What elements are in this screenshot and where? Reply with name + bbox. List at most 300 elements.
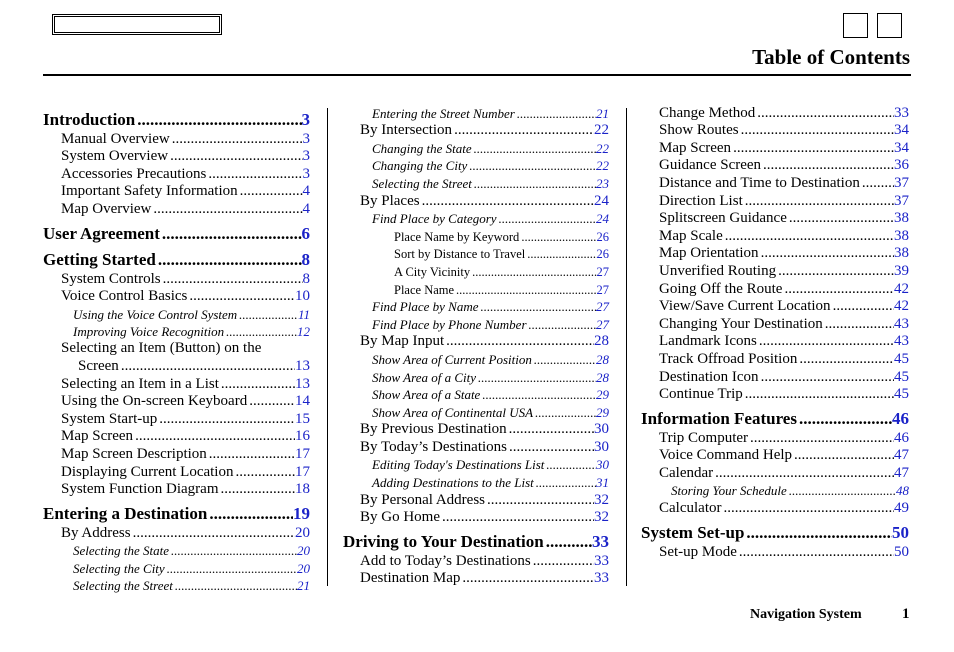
dot-leader	[153, 201, 302, 218]
dot-leader	[799, 351, 894, 368]
toc-entry-title: Continue Trip	[659, 386, 743, 403]
toc-page-link[interactable]: 24	[596, 211, 609, 227]
back-to-index-button[interactable]	[52, 14, 222, 35]
toc-entry-title: Guidance Screen	[659, 157, 762, 174]
toc-entry[interactable]	[343, 491, 609, 509]
toc-page-link[interactable]: 46	[894, 429, 909, 446]
header-divider	[43, 74, 911, 76]
dot-leader	[474, 141, 596, 157]
toc-page-link[interactable]: 42	[894, 298, 909, 315]
toc-page-link[interactable]: 12	[297, 324, 310, 340]
toc-entry-title: Manual Overview	[61, 130, 170, 147]
toc-page-link[interactable]: 13	[295, 375, 310, 392]
toc-page-link[interactable]: 17	[295, 463, 310, 480]
dot-leader	[750, 430, 894, 447]
toc-page-link[interactable]: 48	[896, 483, 909, 499]
toc-entry-title: By Address	[61, 524, 131, 541]
dot-leader	[535, 405, 596, 421]
toc-page-link[interactable]: 18	[295, 481, 310, 498]
toc-entry[interactable]	[641, 157, 909, 175]
dot-leader	[482, 387, 596, 403]
toc-entry-title: Add to Today’s Destinations	[360, 552, 531, 569]
toc-page-link[interactable]: 20	[297, 543, 310, 559]
dot-leader	[189, 288, 295, 305]
toc-entry-title: Find Place by Category	[372, 211, 497, 227]
toc-page-link[interactable]: 50	[892, 523, 909, 543]
toc-entry-title: Unverified Routing	[659, 262, 777, 279]
toc-page-link[interactable]: 17	[295, 445, 310, 462]
dot-leader	[162, 224, 302, 244]
toc-entry[interactable]	[343, 280, 609, 298]
dot-leader	[789, 210, 894, 227]
toc-column-3	[641, 104, 909, 561]
toc-entry-title: Important Safety Information	[61, 183, 238, 200]
dot-leader	[529, 317, 596, 333]
toc-entry[interactable]	[43, 542, 310, 560]
toc-page-link[interactable]: 16	[295, 428, 310, 445]
toc-entry-title: Calendar	[659, 464, 714, 481]
dot-leader	[723, 500, 894, 517]
dot-leader	[825, 316, 894, 333]
toc-entry[interactable]	[43, 428, 310, 446]
toc-page-link[interactable]: 27	[596, 282, 609, 297]
toc-entry[interactable]	[343, 139, 609, 157]
dot-leader	[715, 465, 894, 482]
toc-entry-title: By Go Home	[360, 509, 440, 526]
toc-page-link[interactable]: 42	[894, 280, 909, 297]
toc-section-heading[interactable]	[641, 407, 909, 429]
toc-entry-title: Trip Computer	[659, 429, 749, 446]
toc-page-link[interactable]: 22	[596, 158, 609, 174]
toc-page-link[interactable]: 4	[302, 200, 310, 217]
toc-entry[interactable]	[641, 482, 909, 500]
dot-leader	[509, 439, 594, 456]
toc-entry-title: Driving to Your Destination	[343, 532, 544, 552]
toc-entry[interactable]	[43, 577, 310, 595]
toc-entry[interactable]	[43, 165, 310, 183]
toc-page-link[interactable]: 27	[596, 299, 609, 315]
toc-page-link[interactable]: 27	[596, 264, 609, 279]
toc-entry-title: Direction List	[659, 192, 743, 209]
toc-entry[interactable]	[343, 552, 609, 570]
toc-page-link[interactable]: 3	[302, 130, 310, 147]
toc-page-link[interactable]: 27	[596, 316, 609, 332]
toc-page-link[interactable]: 38	[894, 227, 909, 244]
toc-entry[interactable]	[343, 157, 609, 175]
toc-section-heading[interactable]	[43, 502, 310, 524]
toc-page-link[interactable]: 29	[596, 387, 609, 403]
toc-entry-title: Voice Command Help	[659, 447, 793, 464]
dot-leader	[534, 352, 596, 368]
dot-leader	[799, 409, 892, 429]
toc-entry[interactable]	[641, 174, 909, 192]
toc-entry-title: Improving Voice Recognition	[73, 324, 225, 340]
dot-leader	[517, 106, 596, 122]
dot-leader	[794, 447, 894, 464]
toc-page-link[interactable]: 31	[596, 475, 609, 491]
toc-page-link[interactable]: 26	[596, 229, 609, 244]
toc-entry-title: Map Scale	[659, 227, 723, 244]
toc-page-link[interactable]: 34	[894, 139, 909, 156]
toc-page-link[interactable]: 3	[302, 148, 310, 165]
toc-entry[interactable]	[43, 445, 310, 463]
toc-page-link[interactable]: 23	[596, 175, 609, 191]
toc-entry-title: Using the On-screen Keyboard	[61, 393, 248, 410]
toc-entry[interactable]	[641, 386, 909, 404]
toc-entry-title: Destination Map	[360, 570, 461, 587]
toc-entry-title: Find Place by Name	[372, 299, 479, 315]
toc-entry[interactable]	[343, 350, 609, 368]
toc-entry[interactable]	[641, 429, 909, 447]
toc-page-link[interactable]: 28	[596, 369, 609, 385]
toc-page-link[interactable]: 38	[894, 210, 909, 227]
toc-page-link[interactable]: 8	[301, 249, 310, 269]
toc-entry-title: Adding Destinations to the List	[372, 475, 534, 491]
toc-entry-title: Voice Control Basics	[61, 288, 188, 305]
toc-entry[interactable]	[43, 410, 310, 428]
toc-entry[interactable]	[641, 464, 909, 482]
toc-page-link[interactable]: 21	[297, 578, 310, 594]
toc-page-link[interactable]: 22	[596, 140, 609, 156]
toc-entry-title: View/Save Current Location	[659, 298, 831, 315]
toc-entry[interactable]	[641, 499, 909, 517]
toc-entry[interactable]	[343, 298, 609, 316]
toc-page-link[interactable]: 33	[594, 552, 609, 569]
toc-entry[interactable]	[343, 245, 609, 263]
dot-leader	[235, 464, 295, 481]
dot-leader	[167, 561, 297, 577]
toc-entry[interactable]	[641, 192, 909, 210]
toc-entry-title: Show Area of a City	[372, 369, 476, 385]
dot-leader	[478, 370, 596, 386]
toc-entry[interactable]	[43, 375, 310, 393]
toc-entry[interactable]	[43, 288, 310, 306]
toc-page-link[interactable]: 6	[301, 223, 310, 243]
dot-leader	[733, 140, 894, 157]
toc-page-link[interactable]: 30	[594, 421, 609, 438]
toc-entry[interactable]	[43, 524, 310, 542]
toc-entry[interactable]	[343, 509, 609, 527]
toc-entry-title: Show Area of a State	[372, 387, 481, 403]
toc-page-link[interactable]: 43	[894, 315, 909, 332]
dot-leader	[163, 271, 303, 288]
toc-entry-title: By Places	[360, 192, 420, 209]
toc-entry[interactable]	[43, 130, 310, 148]
toc-entry-title: Map Screen Description	[61, 445, 207, 462]
toc-page-link[interactable]: 45	[894, 350, 909, 367]
dot-leader	[759, 333, 894, 350]
dot-leader	[249, 393, 295, 410]
dot-leader	[208, 166, 302, 183]
toc-page-link[interactable]: 37	[894, 174, 909, 191]
toc-page-link[interactable]: 26	[596, 247, 609, 262]
dot-leader	[509, 421, 594, 438]
toc-entry-title: Information Features	[641, 409, 797, 429]
toc-entry[interactable]	[641, 227, 909, 245]
toc-entry[interactable]	[343, 262, 609, 280]
toc-page-link[interactable]: 32	[594, 509, 609, 526]
toc-entry[interactable]	[343, 438, 609, 456]
toc-entry[interactable]	[43, 148, 310, 166]
toc-section-heading[interactable]	[641, 521, 909, 543]
toc-entry-title: Selecting the State	[73, 543, 170, 559]
dot-leader	[456, 283, 596, 298]
dot-leader	[209, 504, 293, 524]
dot-leader	[469, 158, 596, 174]
dot-leader	[133, 525, 295, 542]
toc-entry-title: Place Name by Keyword	[394, 229, 520, 244]
dot-leader	[462, 570, 594, 587]
toc-page-link[interactable]: 49	[894, 500, 909, 517]
page-number: 1	[902, 606, 910, 622]
toc-page-link[interactable]: 14	[295, 393, 310, 410]
toc-page-link[interactable]: 15	[295, 410, 310, 427]
toc-entry[interactable]	[43, 393, 310, 411]
dot-leader	[481, 299, 597, 315]
dot-leader	[135, 428, 295, 445]
toc-entry[interactable]	[43, 200, 310, 218]
toc-entry[interactable]	[641, 315, 909, 333]
toc-entry-title: Map Overview	[61, 200, 152, 217]
toc-page-link[interactable]: 45	[894, 368, 909, 385]
toc-entry[interactable]	[343, 192, 609, 210]
toc-page-link[interactable]: 21	[596, 105, 609, 121]
toc-page-link[interactable]: 50	[894, 543, 909, 560]
dot-leader	[474, 176, 596, 192]
toc-page-link[interactable]: 38	[894, 245, 909, 262]
toc-entry-title: Entering a Destination	[43, 504, 208, 524]
toc-entry-title: Storing Your Schedule	[671, 483, 787, 499]
toc-entry[interactable]	[343, 421, 609, 439]
toc-entry[interactable]	[641, 104, 909, 122]
dot-leader	[521, 230, 596, 245]
toc-entry-title: Selecting the Street	[73, 578, 173, 594]
toc-entry-title: Place Name	[394, 282, 455, 297]
toc-entry-title: Splitscreen Guidance	[659, 210, 787, 227]
toc-entry[interactable]	[343, 456, 609, 474]
toc-entry-title: Set-up Mode	[659, 543, 737, 560]
toc-page-link[interactable]: 11	[297, 306, 310, 322]
toc-entry-title: Distance and Time to Destination	[659, 174, 860, 191]
toc-page-link[interactable]: 47	[894, 447, 909, 464]
toc-entry-title: Changing the State	[372, 140, 472, 156]
toc-entry[interactable]	[641, 447, 909, 465]
toc-entry-title: Selecting the City	[73, 560, 165, 576]
toc-entry-title: Show Routes	[659, 122, 739, 139]
dot-leader	[546, 532, 592, 552]
nav-box-right-icon[interactable]	[877, 13, 902, 38]
toc-entry-title: Using the Voice Control System	[73, 306, 238, 322]
toc-entry[interactable]	[343, 104, 609, 122]
toc-entry-title: System Function Diagram	[61, 481, 219, 498]
toc-section-heading[interactable]	[43, 108, 310, 130]
toc-entry-title: By Map Input	[360, 333, 445, 350]
toc-entry[interactable]	[641, 368, 909, 386]
toc-entry-title: Entering the Street Number	[372, 105, 515, 121]
toc-entry[interactable]	[43, 270, 310, 288]
dot-leader	[527, 247, 596, 262]
toc-page-link[interactable]: 8	[302, 270, 310, 287]
toc-entry[interactable]	[343, 315, 609, 333]
dot-leader	[240, 183, 303, 200]
dot-leader	[422, 193, 594, 210]
toc-entry-title: Accessories Precautions	[61, 165, 207, 182]
toc-entry[interactable]	[343, 570, 609, 588]
dot-leader	[533, 553, 594, 570]
dot-leader	[741, 122, 894, 139]
toc-entry[interactable]	[43, 559, 310, 577]
toc-entry[interactable]	[641, 280, 909, 298]
dot-leader	[499, 211, 596, 227]
dot-leader	[784, 281, 894, 298]
toc-page-link[interactable]: 10	[295, 288, 310, 305]
toc-page-link[interactable]: 39	[894, 262, 909, 279]
toc-section-heading[interactable]	[43, 248, 310, 270]
toc-entry[interactable]	[43, 323, 310, 341]
toc-entry[interactable]	[343, 210, 609, 228]
toc-section-heading[interactable]	[43, 222, 310, 244]
toc-entry[interactable]	[43, 357, 310, 375]
toc-page-link[interactable]: 20	[295, 524, 310, 541]
toc-entry[interactable]	[343, 227, 609, 245]
toc-entry[interactable]	[641, 543, 909, 561]
toc-entry-title: Show Area of Continental USA	[372, 404, 534, 420]
dot-leader	[778, 263, 894, 280]
toc-page-link[interactable]: 33	[592, 532, 609, 552]
toc-entry[interactable]	[641, 262, 909, 280]
column-divider	[626, 108, 627, 586]
toc-entry-title: Track Offroad Position	[659, 350, 798, 367]
column-divider	[327, 108, 328, 586]
toc-page-link[interactable]: 33	[894, 104, 909, 121]
toc-page-link[interactable]: 28	[594, 333, 609, 350]
dot-leader	[239, 307, 298, 323]
toc-page-link[interactable]: 46	[892, 409, 909, 429]
toc-entry-title: System Controls	[61, 270, 161, 287]
dot-leader	[763, 157, 894, 174]
toc-entry-title: Calculator	[659, 500, 722, 517]
dot-leader	[761, 369, 894, 386]
toc-entry-title: Changing Your Destination	[659, 315, 823, 332]
dot-leader	[746, 523, 892, 543]
toc-entry-title: Find Place by Phone Number	[372, 316, 527, 332]
toc-column-2	[343, 104, 609, 587]
toc-entry-title: By Intersection	[360, 122, 453, 139]
toc-entry-title: By Previous Destination	[360, 421, 507, 438]
toc-page-link[interactable]: 32	[594, 491, 609, 508]
toc-entry[interactable]	[43, 463, 310, 481]
dot-leader	[739, 544, 894, 561]
toc-entry-title: Map Screen	[61, 428, 134, 445]
toc-entry-title: System Set-up	[641, 523, 745, 543]
nav-box-left-icon[interactable]	[843, 13, 868, 38]
toc-entry-title: Getting Started	[43, 249, 156, 269]
toc-page-link[interactable]: 3	[301, 110, 310, 129]
dot-leader	[454, 122, 594, 139]
toc-page-link[interactable]: 34	[894, 122, 909, 139]
toc-entry[interactable]	[43, 481, 310, 499]
dot-leader	[472, 265, 596, 280]
toc-entry[interactable]	[641, 298, 909, 316]
toc-entry[interactable]	[43, 183, 310, 201]
toc-page-link[interactable]: 19	[293, 504, 310, 524]
dot-leader	[221, 481, 296, 498]
toc-entry-title: Changing the City	[372, 158, 468, 174]
toc-page-link[interactable]: 13	[295, 357, 310, 374]
toc-entry-title: Map Orientation	[659, 245, 759, 262]
toc-page-link[interactable]: 37	[894, 192, 909, 209]
dot-leader	[446, 333, 594, 350]
dot-leader	[170, 148, 302, 165]
toc-page-link[interactable]: 36	[894, 157, 909, 174]
dot-leader	[862, 175, 894, 192]
toc-entry[interactable]	[343, 386, 609, 404]
toc-entry[interactable]	[641, 245, 909, 263]
dot-leader	[487, 492, 594, 509]
toc-page-link[interactable]: 24	[594, 192, 609, 209]
toc-entry[interactable]	[343, 333, 609, 351]
toc-entry[interactable]	[343, 174, 609, 192]
toc-entry-title: Displaying Current Location	[61, 463, 234, 480]
dot-leader	[442, 509, 594, 526]
toc-entry[interactable]	[343, 473, 609, 491]
toc-entry-title: By Personal Address	[360, 491, 485, 508]
toc-page-link[interactable]: 33	[594, 570, 609, 587]
toc-page-link[interactable]: 4	[302, 183, 310, 200]
toc-page-link[interactable]: 28	[596, 351, 609, 367]
toc-entry-title: A City Vicinity	[394, 264, 471, 279]
toc-page-link[interactable]: 29	[596, 404, 609, 420]
dot-leader	[159, 411, 295, 428]
toc-entry[interactable]	[641, 139, 909, 157]
dot-leader	[725, 228, 894, 245]
toc-page-link[interactable]: 22	[594, 122, 609, 139]
toc-entry[interactable]	[343, 122, 609, 140]
toc-page-link[interactable]: 3	[302, 165, 310, 182]
toc-entry[interactable]	[641, 333, 909, 351]
dot-leader	[226, 324, 297, 340]
dot-leader	[745, 386, 894, 403]
toc-entry-title: System Start-up	[61, 410, 158, 427]
toc-page-link[interactable]: 20	[297, 560, 310, 576]
toc-entry-title: Going Off the Route	[659, 280, 783, 297]
toc-entry[interactable]	[43, 340, 310, 357]
toc-entry[interactable]	[641, 350, 909, 368]
toc-entry[interactable]	[343, 368, 609, 386]
toc-page-link[interactable]: 45	[894, 386, 909, 403]
toc-entry[interactable]	[641, 122, 909, 140]
toc-entry-title: Map Screen	[659, 139, 732, 156]
toc-section-heading[interactable]	[343, 530, 609, 552]
toc-entry-title: Landmark Icons	[659, 333, 757, 350]
toc-entry[interactable]	[343, 403, 609, 421]
toc-entry-title: Sort by Distance to Travel	[394, 247, 526, 262]
toc-entry-title: Editing Today's Destinations List	[372, 457, 545, 473]
dot-leader	[789, 483, 896, 499]
toc-entry[interactable]	[43, 305, 310, 323]
toc-page-link[interactable]: 30	[594, 438, 609, 455]
dot-leader	[171, 543, 297, 559]
toc-entry-title: Selecting an Item in a List	[61, 375, 219, 392]
toc-entry[interactable]	[641, 210, 909, 228]
toc-page-link[interactable]: 43	[894, 333, 909, 350]
toc-entry-title: Selecting an Item (Button) on the	[61, 340, 262, 357]
toc-entry-title: System Overview	[61, 148, 169, 165]
toc-entry-title: Show Area of Current Position	[372, 351, 532, 367]
toc-page-link[interactable]: 30	[596, 457, 609, 473]
toc-page-link[interactable]: 47	[894, 464, 909, 481]
dot-leader	[221, 376, 295, 393]
